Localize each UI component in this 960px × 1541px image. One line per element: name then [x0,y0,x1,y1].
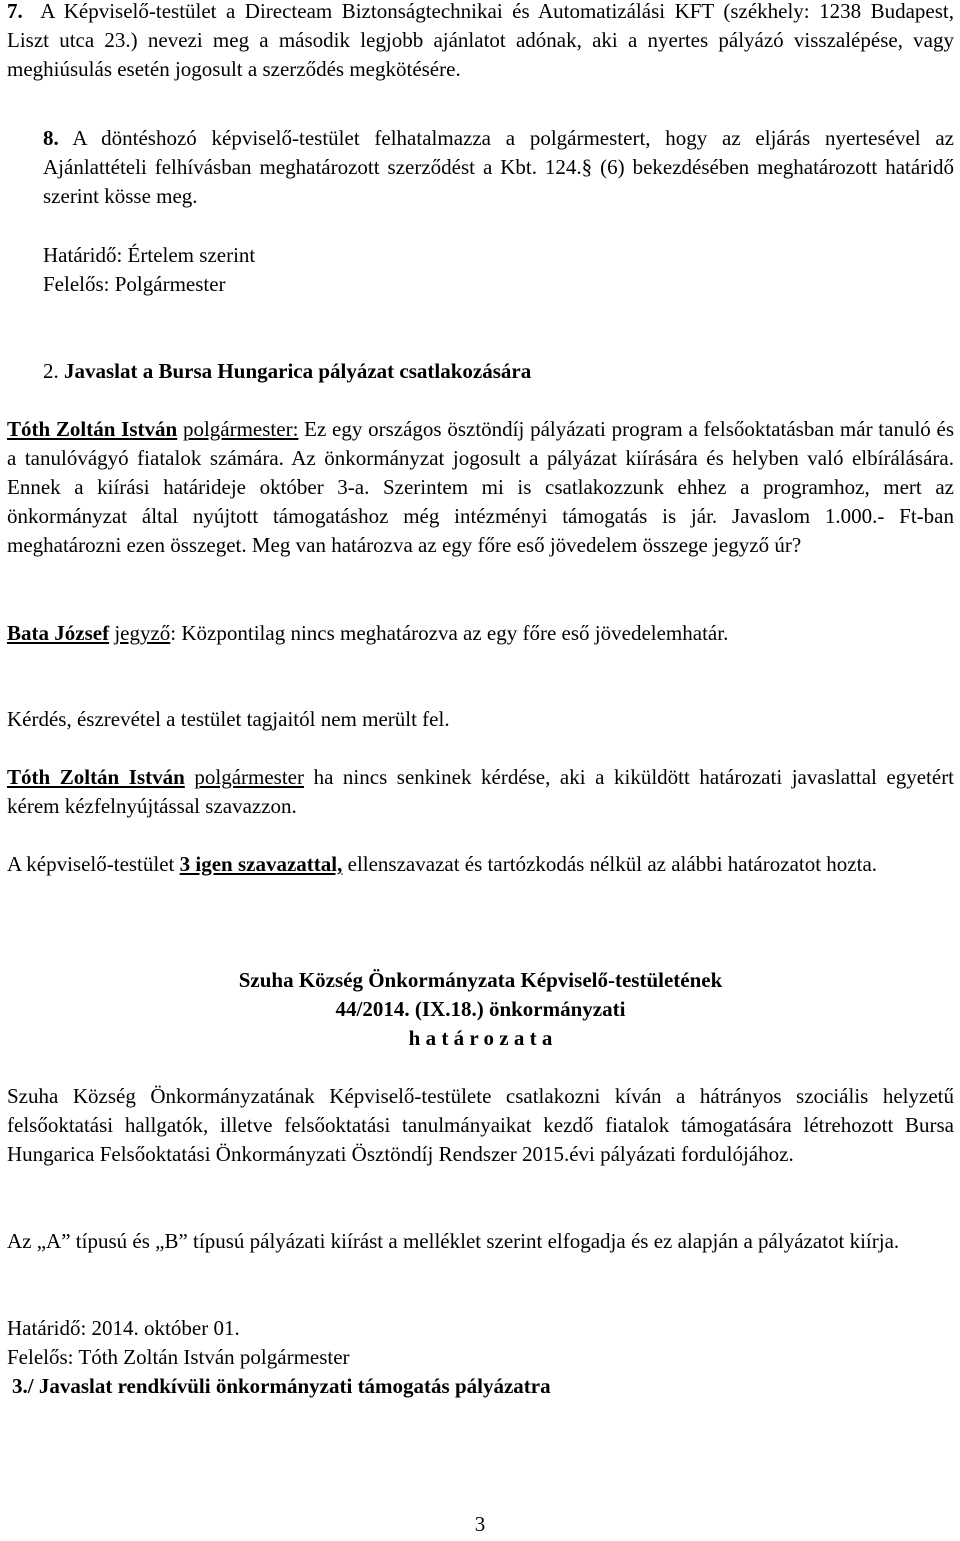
speech-3-role: polgármester [194,765,304,789]
resolution-body-2: Az „A” típusú és „B” típusú pályázati kiírást a melléklet szerint elfogadja és ez alapján a pályázatot kiírja. [7,1229,900,1253]
section-2-number: 2. [43,359,59,383]
resolution-title-line-1: Szuha Község Önkormányzata Képviselő-testületének [238,968,723,992]
speech-3-text: ha nincs senkinek kérdése, aki a kiküldött határozati javaslattal egyetért kérem kézfelnyújtással szavazzon. [7,765,955,818]
speech-2 [7,619,954,648]
speech-2-speaker: Bata József [7,621,110,645]
vote-suffix: ellenszavazat és tartózkodás nélkül az alábbi határozatot hozta. [347,852,878,876]
speech-1-role: polgármester: [182,417,299,441]
section-2-title: Javaslat a Bursa Hungarica pályázat csatlakozására [64,359,532,383]
speech-2-text: : Központilag nincs meghatározva az egy főre eső jövedelemhatár. [170,621,729,645]
item-8-text: A döntéshozó képviselő-testület felhatalmazza a polgármestert, hogy az eljárás nyertesével az Ajánlattételi felhívásban meghatározott szerződést a Kbt. 124.§ (6) bekezdésében meghatározott határidő szerint kösse meg. [43,126,955,208]
speech-1-text: Ez egy országos ösztöndíj pályázati program a felsőoktatásban már tanuló és a tanulóvágyó fiatalok számára. Az önkormányzat jogosult a pályázat kiírására és helyben való elbírálására. Ennek a kiírási határideje október 3-a. Szerintem mi is csatlakozzunk ehhez a programhoz, mert az önkormányzat által nyújtott támogatáshoz még intézményi támogatás is jár. Javaslom 1.000.- Ft-ban meghatározni ezen összeget. Meg van határozva az egy főre eső jövedelem összege jegyző úr? [7,417,955,557]
resolution-responsible: Felelős: Tóth Zoltán István polgármester [7,1345,350,1369]
resolution-deadline: Határidő: 2014. október 01. [7,1316,240,1340]
deadline-1: Határidő: Értelem szerint [43,243,256,267]
section-2-heading [43,357,960,386]
resolution-body-1: Szuha Község Önkormányzatának Képviselő-testülete csatlakozni kíván a hátrányos szociális helyzetű felsőoktatási hallgatók, illetve felsőoktatási tanulmányaikat kezdő fiatalok támogatására létrehozott Bursa Hungarica Felsőoktatási Önkormányzati Ösztöndíj Rendszer 2015.évi pályázati fordulójához. [7,1084,954,1166]
vote-count: 3 igen szavazattal, [179,852,343,876]
resolution-title-line-2: 44/2014. (IX.18.) önkormányzati [335,997,626,1021]
page-number: 3 [474,1512,486,1536]
item-8-number: 8. [43,126,59,150]
responsible-1: Felelős: Polgármester [43,272,226,296]
speech-1 [7,415,954,560]
item-7 [7,0,954,84]
section-3-heading: 3./ Javaslat rendkívüli önkormányzati támogatás pályázatra [12,1374,551,1398]
vote-result [7,850,954,879]
item-8 [43,124,954,211]
no-questions: Kérdés, észrevétel a testület tagjaitól nem merült fel. [7,707,450,731]
speech-2-role: jegyző [114,621,171,645]
resolution-title-line-3: h a t á r o z a t a [408,1026,553,1050]
speech-3 [7,763,954,821]
vote-prefix: A képviselő-testület [7,852,175,876]
speech-1-speaker: Tóth Zoltán István [7,417,178,441]
speech-3-speaker: Tóth Zoltán István [7,765,185,789]
item-7-number: 7. [7,0,23,23]
item-7-text: A Képviselő-testület a Directeam Biztonságtechnikai és Automatizálási KFT (székhely: 1238 Budapest, Liszt utca 23.) nevezi meg a második legjobb ajánlatot adónak, aki a nyertes pályázó visszalépése, vagy meghiúsulás esetén jogosult a szerződés megkötésére. [7,0,955,81]
